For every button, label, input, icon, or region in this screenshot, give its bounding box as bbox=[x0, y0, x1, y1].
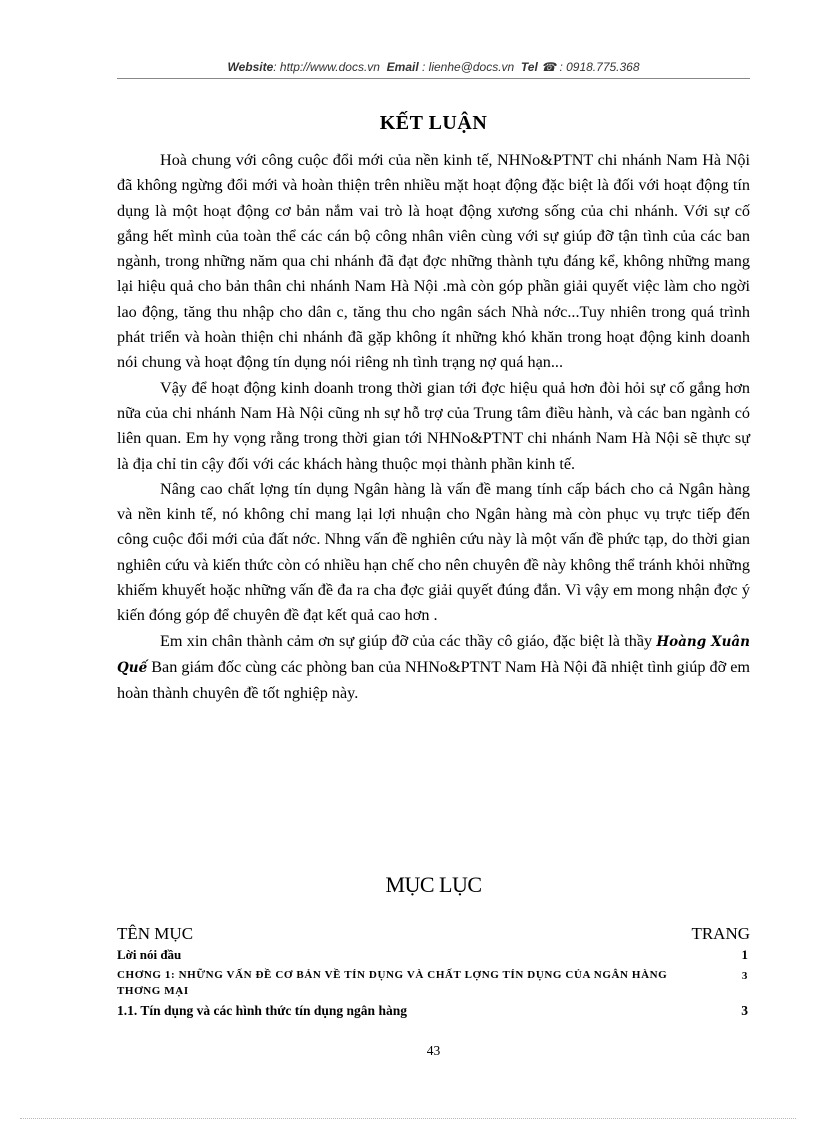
header-divider bbox=[117, 78, 750, 79]
email-value: : lienhe@docs.vn bbox=[418, 60, 515, 74]
website-label: Website bbox=[227, 60, 274, 74]
paragraph-4 bbox=[117, 629, 750, 707]
advisor-name: Hoàng Xuân Quế bbox=[117, 633, 750, 676]
tel-value: : 0918.775.368 bbox=[556, 60, 640, 74]
table-of-contents bbox=[117, 924, 750, 1019]
toc-entry[interactable] bbox=[117, 947, 750, 963]
toc-title: MỤC LỤC bbox=[385, 872, 482, 897]
toc-entry[interactable] bbox=[117, 967, 750, 999]
toc-entry[interactable] bbox=[117, 1003, 750, 1019]
conclusion-body bbox=[117, 148, 750, 707]
toc-entry-label: Lời nói đầu bbox=[117, 947, 182, 962]
toc-col-name: TÊN MỤC bbox=[117, 924, 194, 943]
website-value: : http://www.docs.vn bbox=[273, 60, 380, 74]
toc-col-page: TRANG bbox=[691, 924, 750, 943]
toc-entry-page: 3 bbox=[741, 970, 748, 982]
toc-entry-label: 1.1. Tín dụng và các hình thức tín dụng ngân hàng bbox=[117, 1003, 407, 1018]
paragraph-3: Nâng cao chất lợng tín dụng Ngân hàng là vấn đề mang tính cấp bách cho cả Ngân hàng và nền kinh tế, nó không chỉ mang lại lợi nhuận cho Ngân hàng mà còn phục vụ trực tiếp đến công cuộc đổi mới của đất nớc. Nhng vấn đề nghiên cứu này là một vấn đề phức tạp, do thời gian nghiên cứu và kiến thức còn có nhiều hạn chế cho nên chuyên đề này không thể tránh khỏi những khiếm khuyết hoặc những vấn đề đa ra cha đợc giải quyết đúng đắn. Vì vậy em mong nhận đợc ý kiến đóng góp để chuyên đề đạt kết quả cao hơn . bbox=[117, 479, 750, 625]
toc-entry-page: 3 bbox=[741, 1003, 748, 1018]
phone-icon: ☎ bbox=[541, 60, 557, 74]
page-header bbox=[117, 60, 750, 74]
page-number: 43 bbox=[426, 1043, 441, 1058]
thanks-before: Em xin chân thành cảm ơn sự giúp đỡ của các thầy cô giáo, đặc biệt là thầy bbox=[160, 631, 657, 650]
section-title: KẾT LUẬN bbox=[379, 112, 488, 134]
thanks-after: Ban giám đốc cùng các phòng ban của NHNo&PTNT Nam Hà Nội đã nhiệt tình giúp đỡ em hoàn thành chuyên đề tốt nghiệp này. bbox=[117, 657, 750, 703]
toc-header-row bbox=[117, 924, 750, 944]
page-bottom-border bbox=[20, 1118, 796, 1119]
tel-label: Tel bbox=[520, 60, 538, 74]
toc-entry-page: 1 bbox=[741, 947, 748, 962]
email-label: Email bbox=[386, 60, 419, 74]
paragraph-2: Vậy để hoạt động kinh doanh trong thời gian tới đợc hiệu quả hơn đòi hỏi sự cố gắng hơn nữa của chi nhánh Nam Hà Nội cũng nh sự hỗ trợ của Trung tâm điều hành, và các ban ngành có liên quan. Em hy vọng rằng trong thời gian tới NHNo&PTNT chi nhánh Nam Hà Nội sẽ thực sự là địa chỉ tin cậy đối với các khách hàng thuộc mọi thành phần kinh tế. bbox=[117, 378, 750, 473]
toc-entry-label: CHƠNG 1: NHỮNG VẤN ĐỀ CƠ BẢN VỀ TÍN DỤNG VÀ CHẤT LỢNG TÍN DỤNG CỦA NGÂN HÀNG THƠNG MẠI bbox=[117, 969, 668, 997]
paragraph-1: Hoà chung với công cuộc đổi mới của nền kinh tế, NHNo&PTNT chi nhánh Nam Hà Nội đã không ngừng đổi mới và hoàn thiện trên nhiều mặt hoạt động đặc biệt là đối với hoạt động tín dụng là một hoạt động cơ bản nắm vai trò là hoạt động xương sống của chi nhánh. Với sự cố gắng hết mình của toàn thể các cán bộ công nhân viên cùng với sự giúp đỡ tận tình của các ban ngành, trong những năm qua chi nhánh đã đạt đợc những thành tựu đáng kể, không những mang lại hiệu quả cho bản thân chi nhánh Nam Hà Nội .mà còn góp phần giải quyết việc làm cho ngời lao động, tăng thu nhập cho dân c, tăng thu cho ngân sách Nhà nớc...Tuy nhiên trong quá trình phát triển và hoàn thiện chi nhánh đã gặp không ít những khó khăn trong hoạt động kinh doanh nói chung và hoạt động tín dụng nói riêng nh tình trạng nợ quá hạn... bbox=[117, 151, 750, 372]
